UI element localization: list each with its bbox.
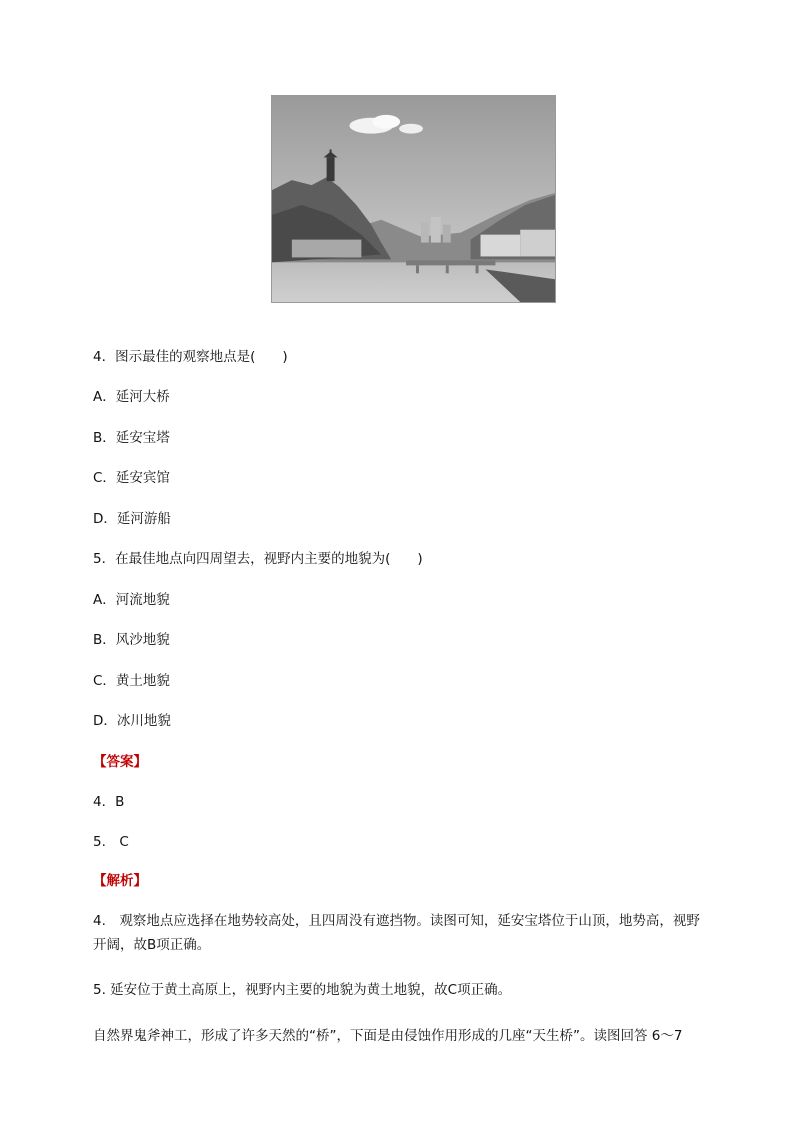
q4-option-a: A．延河大桥 bbox=[93, 389, 170, 405]
yanan-pagoda-photo bbox=[271, 95, 556, 303]
q4-option-d: D．延河游船 bbox=[93, 511, 171, 527]
next-section-intro: 自然界鬼斧神工，形成了许多天然的“桥”，下面是由侵蚀作用形成的几座“天生桥”。读图回答 6～7 bbox=[93, 1028, 683, 1044]
landscape-illustration bbox=[272, 96, 555, 302]
q4-stem: 4．图示最佳的观察地点是( ) bbox=[93, 349, 288, 365]
answer-heading: 【答案】 bbox=[93, 754, 147, 770]
q5-option-a: A．河流地貌 bbox=[93, 592, 170, 608]
answer-item-5: 5. C bbox=[93, 834, 129, 850]
q5-option-d: D．冰川地貌 bbox=[93, 713, 171, 729]
answer-item-4: 4．B bbox=[93, 794, 125, 810]
q5-option-b: B．风沙地貌 bbox=[93, 632, 170, 648]
q5-option-c: C．黄土地貌 bbox=[93, 673, 170, 689]
analysis-paragraph-4: 4. 观察地点应选择在地势较高处，且四周没有遮挡物。读图可知，延安宝塔位于山顶，地势高，视野开阔，故B项正确。 bbox=[93, 913, 700, 953]
q4-option-b: B．延安宝塔 bbox=[93, 430, 170, 446]
q4-option-c: C．延安宾馆 bbox=[93, 470, 170, 486]
analysis-paragraph-5: 5. 延安位于黄土高原上，视野内主要的地貌为黄土地貌，故C项正确。 bbox=[93, 982, 512, 998]
analysis-heading: 【解析】 bbox=[93, 873, 147, 889]
q5-stem: 5．在最佳地点向四周望去，视野内主要的地貌为( ) bbox=[93, 551, 423, 567]
